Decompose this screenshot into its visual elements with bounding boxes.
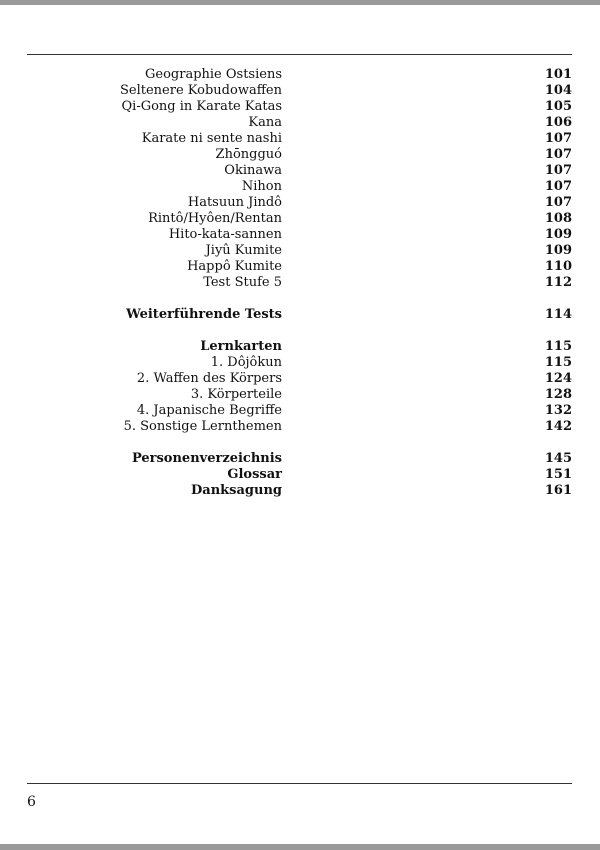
toc-entry-title: Jiyû Kumite: [205, 243, 282, 258]
toc-entry: [0, 99, 600, 115]
toc-entry-page: 107: [544, 147, 572, 162]
toc-entry-page: 145: [544, 451, 572, 466]
toc-entry: [0, 147, 600, 163]
document-page: [0, 5, 600, 844]
toc-entry-title: Kana: [248, 115, 282, 130]
toc-entry-page: 115: [544, 339, 572, 354]
toc-entry-page: 107: [544, 131, 572, 146]
toc-entry-title: Karate ni sente nashi: [141, 131, 282, 146]
toc-entry-title: Okinawa: [224, 163, 282, 178]
toc-entry-title: Weiterführende Tests: [126, 307, 282, 322]
toc-entry-title: Rintô/Hyôen/Rentan: [148, 211, 282, 226]
toc-entry: [0, 371, 600, 387]
toc-entry-title: 1. Dôjôkun: [210, 355, 282, 370]
toc-section-heading: [0, 467, 600, 483]
toc-entry-page: 142: [544, 419, 572, 434]
toc-entry: [0, 387, 600, 403]
toc-entry: [0, 83, 600, 99]
toc-entry-page: 115: [544, 355, 572, 370]
toc-entry-page: 107: [544, 179, 572, 194]
toc-entry-page: 124: [544, 371, 572, 386]
toc-entry-page: 101: [544, 67, 572, 82]
toc-entry-page: 109: [544, 227, 572, 242]
toc-entry: [0, 115, 600, 131]
toc-entry-title: Glossar: [227, 467, 282, 482]
toc-entry: [0, 355, 600, 371]
footer-rule: [27, 783, 572, 784]
toc-entry-title: Nihon: [241, 179, 282, 194]
toc-entry-page: 104: [544, 83, 572, 98]
toc-entry-title: 4. Japanische Begriffe: [136, 403, 282, 418]
toc-section-heading: [0, 339, 600, 355]
toc-entry-page: 107: [544, 195, 572, 210]
toc-entry: [0, 131, 600, 147]
toc-entry: [0, 259, 600, 275]
toc-entry-page: 128: [544, 387, 572, 402]
toc-entry-title: Zhōngguó: [215, 147, 282, 162]
toc-entry-title: Hito-kata-sannen: [168, 227, 282, 242]
toc-entry-title: Lernkarten: [200, 339, 282, 354]
toc-entry-page: 108: [544, 211, 572, 226]
toc-entry-title: Danksagung: [191, 483, 282, 498]
toc-entry: [0, 163, 600, 179]
toc-entry: [0, 227, 600, 243]
toc-entry: [0, 403, 600, 419]
toc-entry: [0, 419, 600, 435]
toc-entry-title: Test Stufe 5: [203, 275, 282, 290]
toc-entry-page: 112: [544, 275, 572, 290]
page-number: 6: [27, 794, 36, 810]
toc-entry-title: Geographie Ostsiens: [145, 67, 282, 82]
toc-entry-page: 110: [544, 259, 572, 274]
toc-entry-title: Happô Kumite: [187, 259, 282, 274]
header-rule: [27, 54, 572, 55]
toc-section-heading: [0, 483, 600, 499]
toc-entry-page: 114: [544, 307, 572, 322]
toc-entry: [0, 179, 600, 195]
toc-section-heading: [0, 307, 600, 323]
toc-entry-title: Seltenere Kobudowaffen: [120, 83, 282, 98]
toc-entry: [0, 67, 600, 83]
toc-entry: [0, 243, 600, 259]
toc-entry-title: 3. Körperteile: [190, 387, 282, 402]
toc-section-heading: [0, 451, 600, 467]
toc-entry-page: 151: [544, 467, 572, 482]
toc-entry-page: 109: [544, 243, 572, 258]
toc-entry-title: 5. Sonstige Lernthemen: [123, 419, 282, 434]
toc-entry-title: Personenverzeichnis: [131, 451, 282, 466]
toc-entry: [0, 275, 600, 291]
toc-entry-title: Qi-Gong in Karate Katas: [121, 99, 282, 114]
toc-entry: [0, 195, 600, 211]
toc-entry: [0, 211, 600, 227]
toc-entry-page: 161: [544, 483, 572, 498]
toc-entry-page: 132: [544, 403, 572, 418]
toc-entry-page: 107: [544, 163, 572, 178]
toc-entry-page: 106: [544, 115, 572, 130]
toc-entry-title: 2. Waffen des Körpers: [136, 371, 282, 386]
toc-entry-page: 105: [544, 99, 572, 114]
toc-entry-title: Hatsuun Jindô: [187, 195, 282, 210]
